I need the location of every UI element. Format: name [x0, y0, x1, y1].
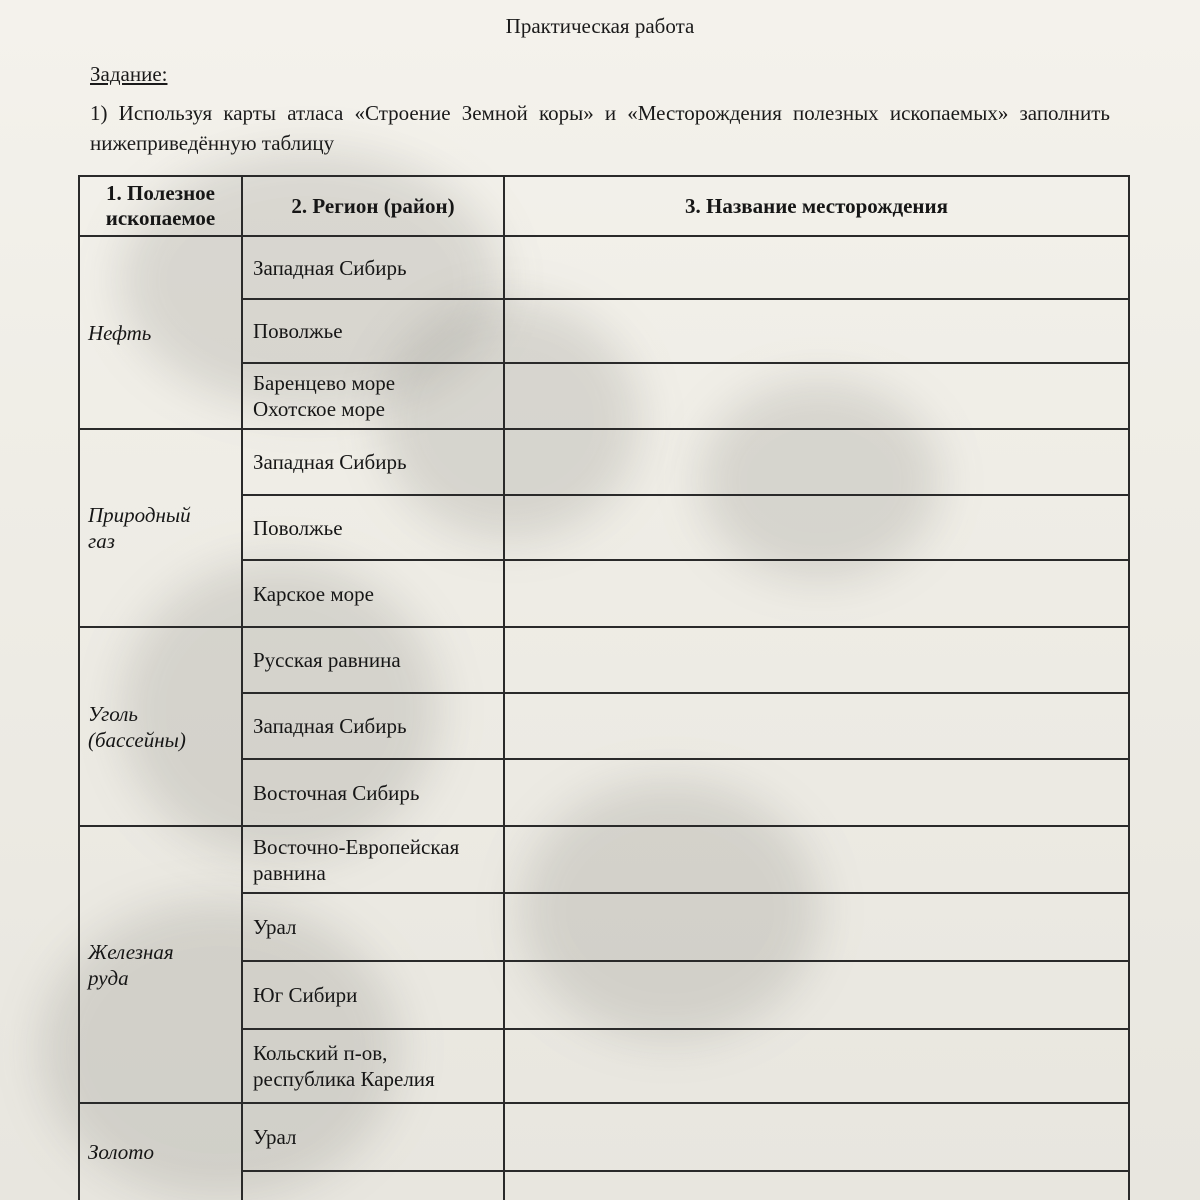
deposit-input-cell[interactable]	[504, 893, 1129, 961]
task-instruction: 1) Используя карты атласа «Строение Земной коры» и «Месторождения полезных ископаемых» заполнить нижеприведённую таблицу	[90, 101, 1110, 155]
deposit-input-cell[interactable]	[504, 627, 1129, 693]
mineral-cell: Нефть	[79, 236, 242, 429]
header-deposit: 3. Название месторождения	[504, 176, 1129, 236]
region-cell: Юг Сибири	[242, 961, 504, 1029]
deposit-input-cell[interactable]	[504, 826, 1129, 893]
region-cell: Карское море	[242, 560, 504, 627]
mineral-cell: Уголь (бассейны)	[79, 627, 242, 826]
region-cell: Поволжье	[242, 495, 504, 560]
deposit-input-cell[interactable]	[504, 299, 1129, 363]
deposit-input-cell[interactable]	[504, 429, 1129, 495]
region-cell: Западная Сибирь	[242, 236, 504, 299]
table-header-row	[79, 176, 1129, 236]
mineral-cell: Железная руда	[79, 826, 242, 1103]
region-cell: Западная Сибирь	[242, 693, 504, 759]
deposit-input-cell[interactable]	[504, 1029, 1129, 1103]
region-cell: Русская равнина	[242, 627, 504, 693]
deposit-input-cell[interactable]	[504, 363, 1129, 429]
mineral-cell: Золото	[79, 1103, 242, 1200]
header-mineral: 1. Полезное ископаемое	[79, 176, 242, 236]
region-cell: Урал	[242, 1103, 504, 1171]
deposit-input-cell[interactable]	[504, 1103, 1129, 1171]
deposit-input-cell[interactable]	[504, 236, 1129, 299]
region-cell	[242, 1171, 504, 1200]
region-cell: Восточно-Европейская равнина	[242, 826, 504, 893]
deposit-input-cell[interactable]	[504, 759, 1129, 826]
region-cell: Восточная Сибирь	[242, 759, 504, 826]
table-row	[79, 627, 1129, 693]
task-label: Задание:	[90, 62, 168, 86]
table-row	[79, 1103, 1129, 1171]
deposit-input-cell[interactable]	[504, 961, 1129, 1029]
table-row	[79, 236, 1129, 299]
deposit-input-cell[interactable]	[504, 693, 1129, 759]
region-cell: Баренцево море Охотское море	[242, 363, 504, 429]
table-row	[79, 429, 1129, 495]
region-cell: Урал	[242, 893, 504, 961]
region-cell: Западная Сибирь	[242, 429, 504, 495]
table-row	[79, 826, 1129, 893]
deposit-input-cell[interactable]	[504, 495, 1129, 560]
region-cell: Поволжье	[242, 299, 504, 363]
minerals-table	[78, 175, 1130, 1200]
mineral-cell: Природный газ	[79, 429, 242, 627]
deposit-input-cell[interactable]	[504, 1171, 1129, 1200]
deposit-input-cell[interactable]	[504, 560, 1129, 627]
page-title: Практическая работа	[505, 14, 695, 38]
header-region: 2. Регион (район)	[242, 176, 504, 236]
region-cell: Кольский п-ов, республика Карелия	[242, 1029, 504, 1103]
